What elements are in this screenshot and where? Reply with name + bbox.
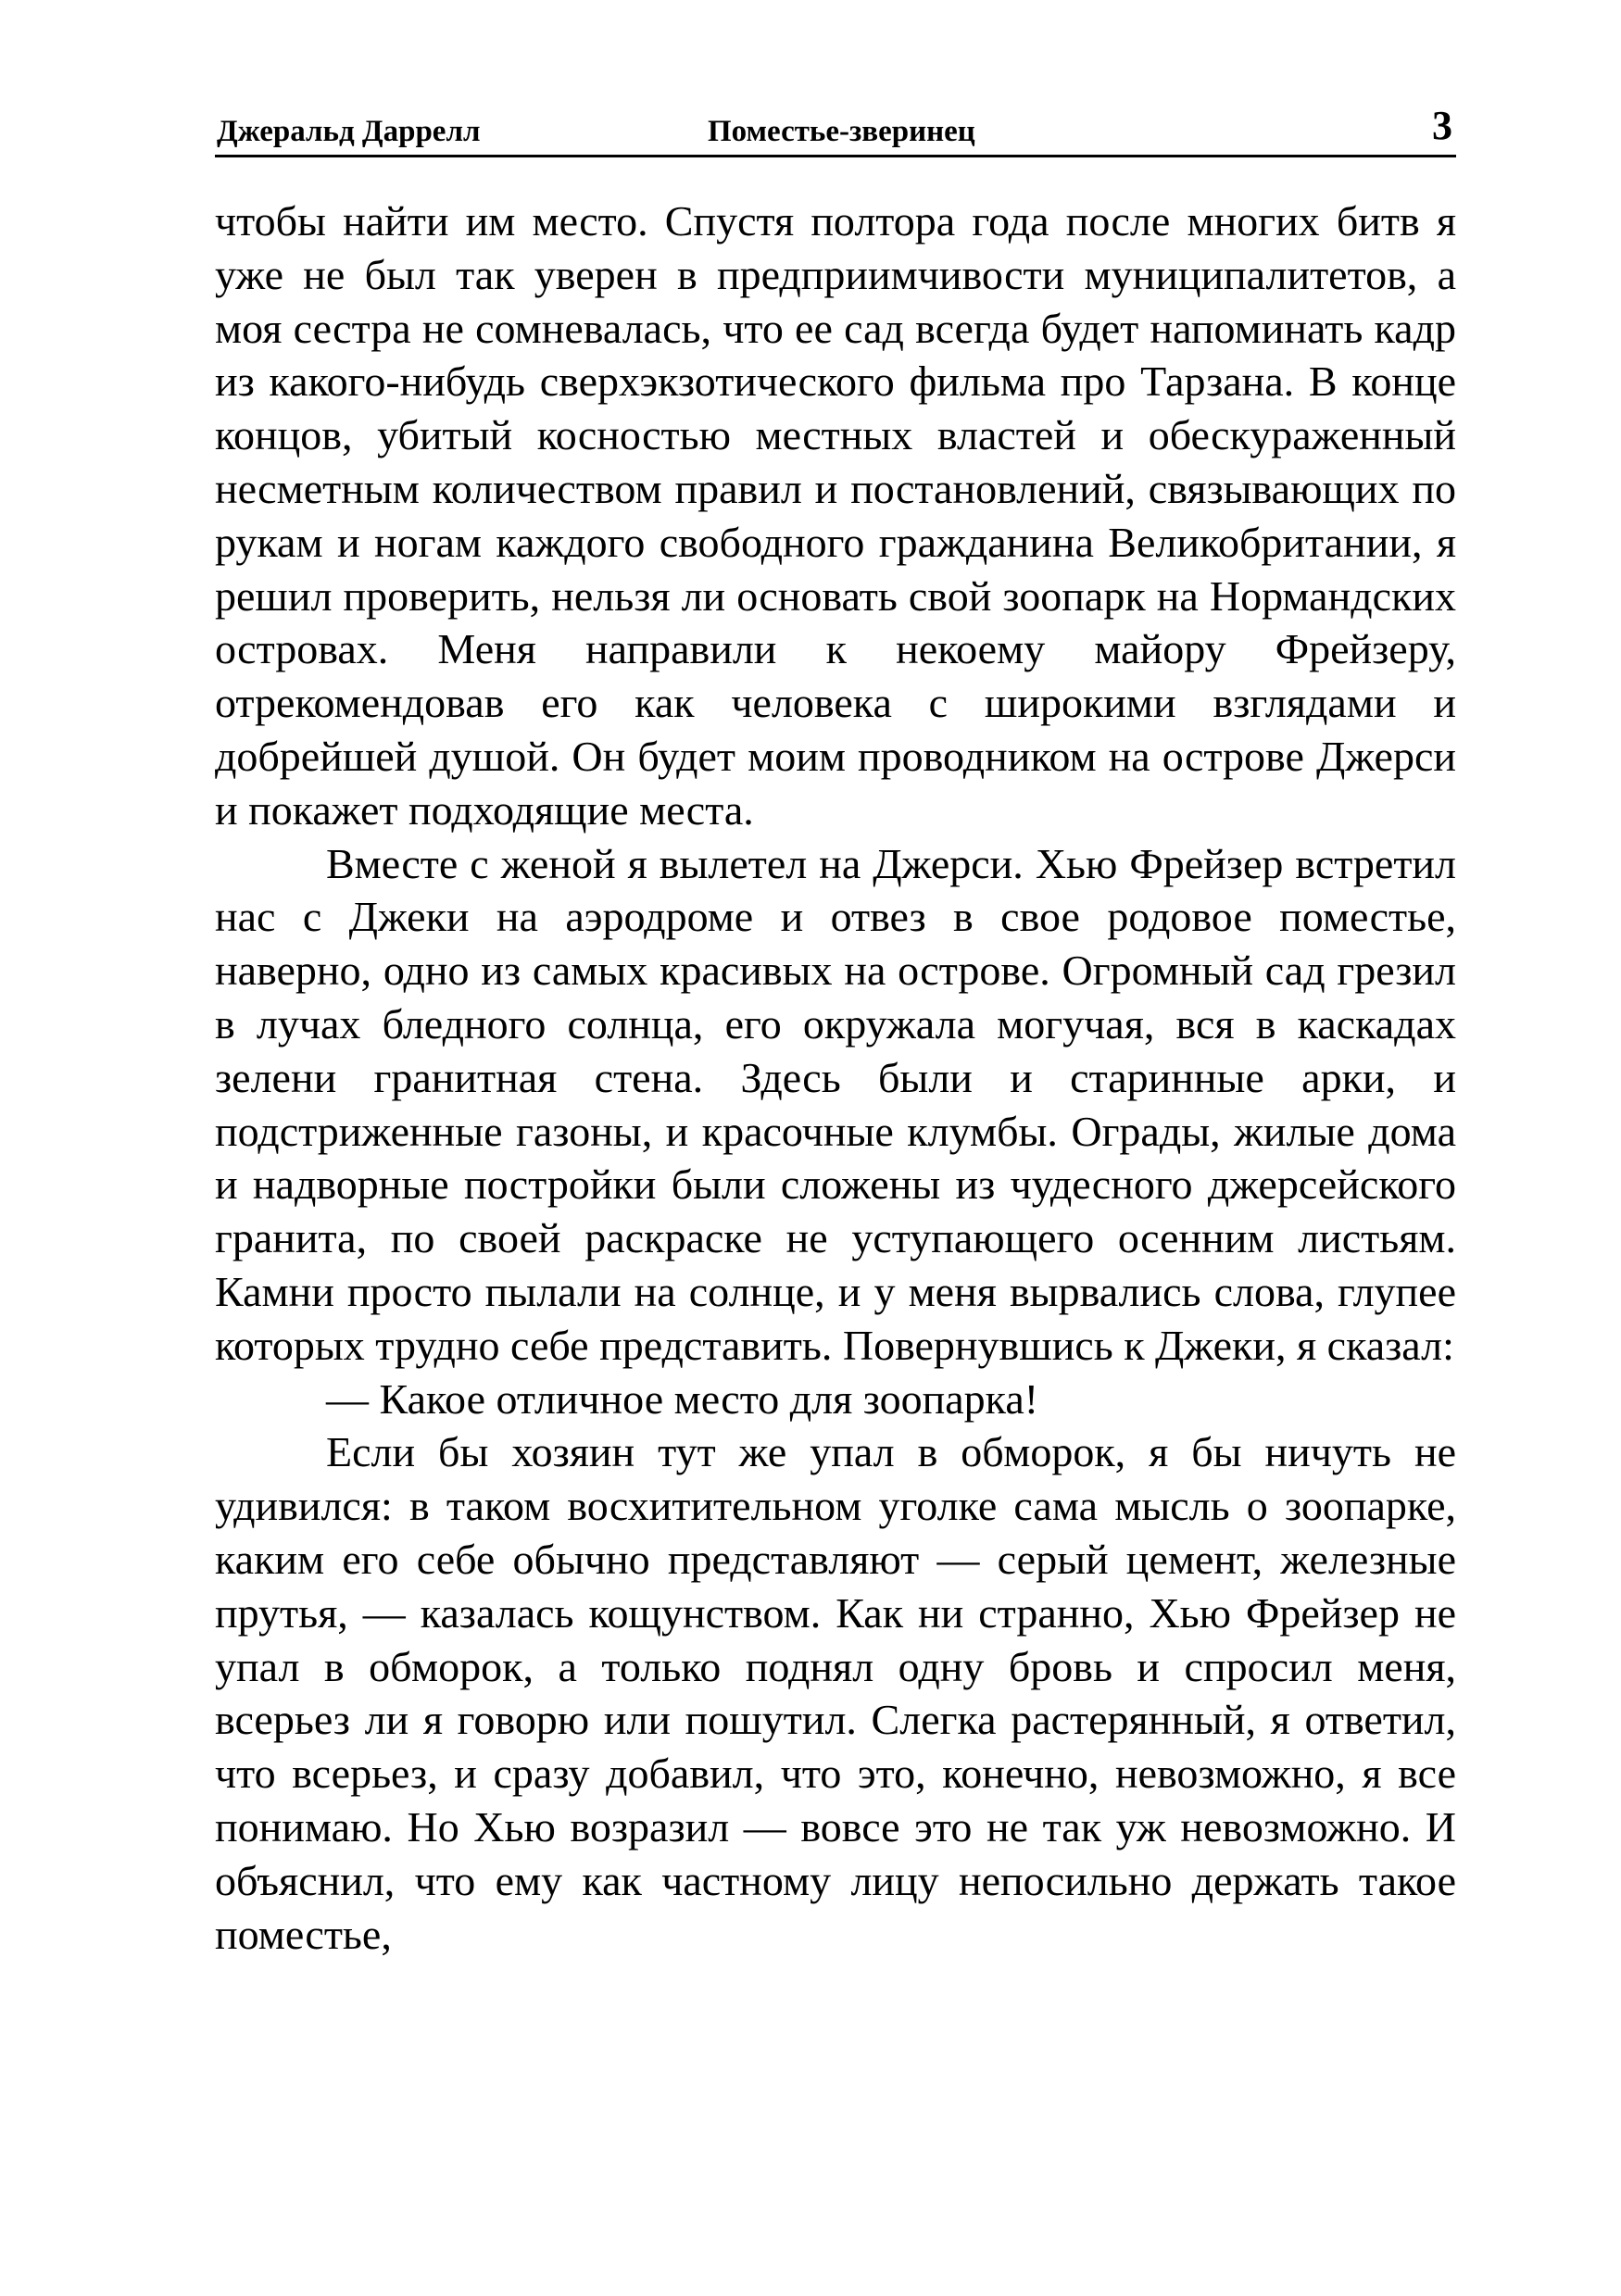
running-header: [215, 100, 1456, 157]
header-author: Джеральд Даррелл: [217, 115, 481, 148]
header-book-title: Поместье-зверинец: [708, 115, 975, 148]
paragraph-reaction: Если бы хозяин тут же упал в обморок, я бы ничуть не удивился: в таком восхитительном уголке сама мысль о зоопарке, каким его себе обычно представляют — серый цемент, железные прутья, — казалась кощунством. Как ни странно, Хью Фрейзер не упал в обморок, а только поднял одну бровь и спросил меня, всерьез ли я говорю или пошутил. Слегка растерянный, я ответил, что всерьез, и сразу добавил, что это, конечно, невозможно, я все понимаю. Но Хью возразил — вовсе это не так уж невозможно. И объяснил, что ему как частному лицу непосильно держать такое поместье,: [215, 1428, 1456, 1958]
body-text: [215, 194, 1456, 1961]
paragraph-continuation: чтобы найти им место. Спустя полтора года после многих битв я уже не был так уверен в предприимчивости муниципалитетов, а моя сестра не сомневалась, что ее сад всегда будет напоминать кадр из какого-нибудь сверхэкзотического фильма про Тарзана. В конце концов, убитый косностью местных властей и обескураженный несметным количеством правил и постановлений, связывающих по рукам и ногам каждого свободного гражданина Великобритании, я решил проверить, нельзя ли основать свой зоопарк на Нормандских островах. Меня направили к некоему майору Фрейзеру, отрекомендовав его как человека с широкими взглядами и добрейшей душой. Он будет моим проводником на острове Джерси и покажет подходящие места.: [215, 197, 1456, 834]
page-number: 3: [1432, 103, 1452, 148]
paragraph-arrival: Вместе с женой я вылетел на Джерси. Хью Фрейзер встретил нас с Джеки на аэродроме и отвез в свое родовое поместье, наверно, одно из самых красивых на острове. Огромный сад грезил в лучах бледного солнца, его окружала могучая, вся в каскадах зелени гранитная стена. Здесь были и старинные арки, и подстриженные газоны, и красочные клумбы. Ограды, жилые дома и надворные постройки были сложены из чудесного джерсейского гранита, по своей раскраске не уступающего осенним листьям. Камни просто пылали на солнце, и у меня вырвались слова, глупее которых трудно себе представить. Повернувшись к Джеки, я сказал:: [215, 839, 1456, 1369]
paragraph-dialogue: — Какое отличное место для зоопарка!: [326, 1374, 1039, 1423]
